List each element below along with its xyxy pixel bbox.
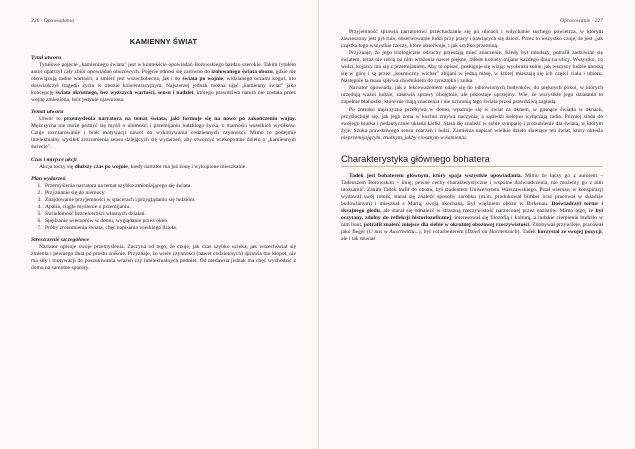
body-paragraph: Narrator opowiada, jak z lekceważeniem udaje się do odnowionych budynków, do pięknych pokoi, w których urzędują ważni ludzie, załatwia sprawy obojętnie, ale pozostaje uprzejmy. Wie, że wszystkie jego działania to zupełnie błahostki, które nie mają znaczenia i nie uchronią tego świata przed prawdziwą zagładą. xyxy=(341,85,603,106)
body-paragraph: Tadek jest bohaterem głównym, który spaja wszystkie opowiadania. Mimo że łączy go z autorem – Tadeuszem Borowskim – imię, pewne cechy charakterystyczne i wspólne doświadczenia, nie możemy go z nim utożsamić. Zanim Tadek trafił do obozu, był studentem Uniwersytetu Warszawskiego. Pisał wiersze, w konspiracji wydawał swój tomik, starał się znaleźć sposoby zarobku (m.in. produkował bimber oraz pracował w składzie budowlanym) i mieszkał z Marią, swoją ukochaną. Był więźniem obozu w Birkenau. Doświadczył tortur i skrajnego głodu, ale starał się odnaleźć w straszną rzeczywistość narzuconej przez nazistów. Mimo tego, że był oczytany, zdolny do refleksji historiozoficznej, interesował się filozofią i kulturą, a ludzkie cierpienie budziło w nim bunt, potrafił znaleźć miejsce dla siebie w okrutnej obozowej rzeczywistości. Zdobywał przywileje, pracował jako fleger (U nas w Auschwitzu...), był vorarbeiterem (Dzień na Harmenzach). Tadek korzystał ze swojej pozycji, ale i tak musiał xyxy=(341,172,603,243)
right-body xyxy=(341,29,603,142)
section-heading: Plan wydarzeń xyxy=(31,175,66,182)
list-item: 4. Apatia, ciągłe myślenie o przemijaniu. xyxy=(43,204,296,211)
body-paragraph: Przyznaje, że jego biologiczne odruchy przestają mieć znaczenie. Kiedy był młodszy, potrafił zadziwiać się światem, teraz nie robią na nim wrażenia nawet piękne, młode kobiety mijane każdego dnia na ulicy. Wszystko, co widzi, kojarzy mu się z przemijaniem. Aby to opisać, posługuje się wizją: wyobraża sobie, jak wszyscy ludzie unoszą się w górę i są przez „kosmiczny wicher" zbijani w jedną masę, w której mieszają się ich części ciała i ubioru. Następnie ta masa spływa chodnikiem do rynsztoka i znika. xyxy=(341,50,603,85)
list-item: 7. Próby zrozumienia świata, chęć napisania wielkiego dzieła. xyxy=(43,225,296,232)
list-item: 5. Świadomość bezcelowości własnych działań. xyxy=(43,211,296,218)
body-paragraph: Narrator opisuje swoje przemyślenia. Zaczyna od tego, że czuje, jak czas szybko ucieka, jak wszechświat się zmienia i pewnego dnia po prostu zniknie. Przyznaje, że wiele czynności (nawet codziennych) sprawia mu kłopot, nie ma siły i motywacji do poszukiwania wrażeń czy intelektualnych podniet. Od niedawna jednak ma chęć wychodzić z domu na samotne spacery. xyxy=(31,243,296,272)
right-page xyxy=(318,0,635,449)
section-heading: Czas i miejsce akcji xyxy=(31,156,77,163)
section-heading: Temat utworu xyxy=(31,109,64,116)
section-title: Charakterystyka głównego bohatera xyxy=(341,154,603,164)
list-item: 1. Przemyślenia narratora na temat szybko zmieniającego się świata. xyxy=(43,183,296,190)
section-body xyxy=(341,173,603,243)
body-paragraph: Akcja toczy się dłuższy czas po wojnie, kiedy narrator ma już żonę i wykupione mieszkanie. xyxy=(39,163,247,170)
body-paragraph: Tytułowe pojęcie „kamiennego świata" jest w kontekście opowiadań Borowskiego bardzo szerokie. Takim tytułem autor opatrzył cały zbiór opowiadań obozowych. Pojęcie odnosi się zarówno do izolowanego świata obozu, gdzie nie obowiązują żadne wartości, a śmierć jest wszechobecna, jak i do świata po wojnie, widzianego oczami kogoś, kto doświadczył tragedii życia w obozie koncentracyjnym. Najszerzej jednak można ująć „kamienny świat" jako koncepcję świata okrutnego, bez wyższych wartości, sensu i nadziei, którego prawdziwa natura nie została przez wojnę zmieniona, lecz jedynie ujawniona. xyxy=(31,62,296,104)
body-paragraph: Utwór to przemyślenia narratora na temat świata, jaki formuje się na nowo po zakończeniu wojny. Mężczyzna nie może pozbyć się myśli o ulotności i przemijaniu ludzkiego życia, o marności wszelkich wysiłków. Czuje rozczarowanie i brak motywacji nawet do wykonywania codziennych czynności. Mimo to podejmie intelektualny wysiłek zrozumienia sensu dziejących się wydarzeń, aby stworzyć wiekopomne dzieło o „kamiennym świecie". xyxy=(31,116,297,151)
section-heading: Tytuł utworu xyxy=(31,55,62,61)
body-paragraph: Przyjemność sprawia narratorowi przechadzanie się po ulicach i wdychanie suchego powietrza, w którym zawieszony jest pył ruin, obserwowanie ludzi przy pracy i bawiących się dzieci. Przez to wszystko czuje, że jest „jak cząstka tego wszystkie rzeczy, które obserwuje, i jak szybko przeminą. xyxy=(341,29,603,50)
body-paragraph: Po zmroku mężczyzna przebywa w domu, wpatruje się w świat za oknem, w gasnące światła w oknach, przysłuchuje się, jak jego żona w kuchni zmywa naczynia, a sąsiedzi kolejno wyłączają radia. Później siada do swojego biurka i pedantycznie układa kartki. Stara się znaleźć w sobie sympatię i zrozumienie dla świata, w którym żyje. Szuka prawdziwego sensu zdarzeń i ludzi. Zamierza napisać wielkie dzieło sławiące ten świat, który określa nieprzemijającym, trudnym, jakby ciosanym w kamieniu. xyxy=(341,106,603,141)
list-item: 3. Znajdowanie przyjemności w spacerach i przyglądaniu się ludziom. xyxy=(43,197,296,204)
list-item: 6. Spędzanie wieczorów w domu, wyglądanie przez okno. xyxy=(43,218,296,225)
section-heading: Streszczenie szczegółowe xyxy=(31,236,89,243)
running-header-right: Opracowanie · 227 xyxy=(559,18,603,24)
left-body xyxy=(31,55,296,272)
list-item: 2. Przyznanie się do niemocy. xyxy=(43,190,296,197)
chapter-title: KAMIENNY ŚWIAT xyxy=(129,37,198,46)
events-list xyxy=(31,183,296,232)
running-header-left: 226 · Opowiadania xyxy=(31,18,75,24)
